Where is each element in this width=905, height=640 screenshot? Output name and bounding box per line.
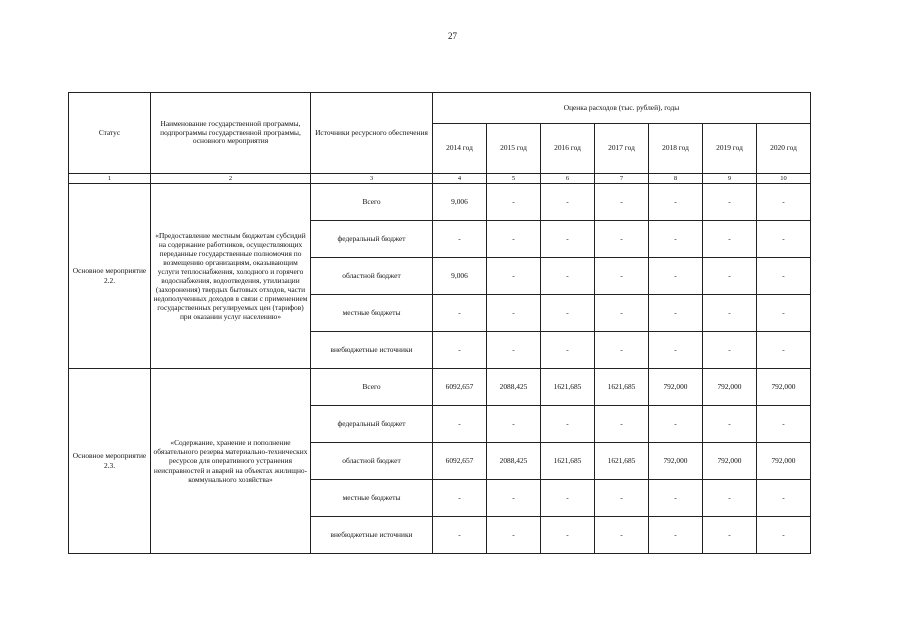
expense-value: - <box>757 221 811 258</box>
expense-value: - <box>487 295 541 332</box>
expense-value: - <box>541 221 595 258</box>
year-header: 2017 год <box>595 124 649 174</box>
column-number-row <box>69 174 811 184</box>
expense-value: - <box>649 258 703 295</box>
expense-value: - <box>595 480 649 517</box>
expense-value: - <box>541 480 595 517</box>
expense-value: 1621,685 <box>595 369 649 406</box>
expense-value: - <box>703 480 757 517</box>
expense-value: 792,000 <box>649 443 703 480</box>
sources-header: Источники ресурсного обеспечения <box>311 93 433 174</box>
expense-value: - <box>541 517 595 554</box>
expense-value: 2088,425 <box>487 369 541 406</box>
column-number: 5 <box>487 174 541 184</box>
expense-value: - <box>433 406 487 443</box>
expense-value: - <box>433 332 487 369</box>
expense-value: - <box>595 258 649 295</box>
expense-value: - <box>487 221 541 258</box>
expense-value: - <box>649 332 703 369</box>
funding-source: федеральный бюджет <box>311 406 433 443</box>
expense-value: 792,000 <box>703 369 757 406</box>
page-number: 27 <box>448 31 457 41</box>
expense-value: - <box>757 480 811 517</box>
expense-value: - <box>757 332 811 369</box>
year-header: 2018 год <box>649 124 703 174</box>
expense-value: 9,006 <box>433 184 487 221</box>
status-header: Статус <box>69 93 151 174</box>
measure-status: Основное мероприятие 2.3. <box>69 369 151 554</box>
expense-value: - <box>487 184 541 221</box>
name-header: Наименование государственной программы, подпрограммы государственной программы, основного мероприятия <box>151 93 311 174</box>
expense-value: - <box>541 258 595 295</box>
table-row <box>69 369 811 406</box>
expense-value: - <box>757 258 811 295</box>
column-number: 4 <box>433 174 487 184</box>
expense-value: 9,006 <box>433 258 487 295</box>
expense-value: - <box>595 332 649 369</box>
expense-value: - <box>757 295 811 332</box>
column-number: 7 <box>595 174 649 184</box>
expense-value: 792,000 <box>757 369 811 406</box>
expense-value: - <box>703 221 757 258</box>
column-number: 6 <box>541 174 595 184</box>
funding-source: областной бюджет <box>311 443 433 480</box>
expense-value: - <box>433 221 487 258</box>
expense-value: - <box>703 517 757 554</box>
expense-value: - <box>541 406 595 443</box>
expense-value: - <box>649 406 703 443</box>
expense-value: - <box>487 480 541 517</box>
expense-value: 1621,685 <box>541 369 595 406</box>
funding-source: внебюджетные источники <box>311 517 433 554</box>
expense-value: - <box>703 332 757 369</box>
column-number: 2 <box>151 174 311 184</box>
expense-value: - <box>595 221 649 258</box>
expense-value: 1621,685 <box>541 443 595 480</box>
measure-status: Основное мероприятие 2.2. <box>69 184 151 369</box>
expense-value: - <box>595 517 649 554</box>
funding-source: федеральный бюджет <box>311 221 433 258</box>
expense-value: - <box>595 184 649 221</box>
funding-source: местные бюджеты <box>311 295 433 332</box>
expense-value: 2088,425 <box>487 443 541 480</box>
expense-value: - <box>703 258 757 295</box>
funding-source: областной бюджет <box>311 258 433 295</box>
year-header: 2015 год <box>487 124 541 174</box>
expense-value: - <box>595 406 649 443</box>
expense-value: 6092,657 <box>433 443 487 480</box>
expense-value: 792,000 <box>649 369 703 406</box>
expense-value: 6092,657 <box>433 369 487 406</box>
column-number: 8 <box>649 174 703 184</box>
expense-value: - <box>649 480 703 517</box>
expense-value: - <box>757 517 811 554</box>
expense-value: 792,000 <box>703 443 757 480</box>
header-row <box>69 93 811 124</box>
year-header: 2014 год <box>433 124 487 174</box>
expense-value: - <box>433 295 487 332</box>
expense-value: - <box>541 332 595 369</box>
expense-value: - <box>703 295 757 332</box>
expense-value: - <box>595 295 649 332</box>
expense-value: - <box>649 221 703 258</box>
expense-value: - <box>649 295 703 332</box>
budget-table <box>68 92 811 554</box>
expense-value: - <box>433 480 487 517</box>
expense-value: - <box>487 517 541 554</box>
year-header: 2020 год <box>757 124 811 174</box>
funding-source: внебюджетные источники <box>311 332 433 369</box>
expense-value: - <box>649 517 703 554</box>
column-number: 3 <box>311 174 433 184</box>
table-row <box>69 184 811 221</box>
expense-value: - <box>487 406 541 443</box>
expense-value: - <box>703 184 757 221</box>
measure-name: «Содержание, хранение и пополнение обязательного резерва материально-технических ресурсов для оперативного устранения неисправностей и аварий на объектах жилищно-коммунального хозяйства» <box>151 369 311 554</box>
expense-value: - <box>541 184 595 221</box>
expense-value: - <box>649 184 703 221</box>
expense-value: - <box>541 295 595 332</box>
measure-name: «Предоставление местным бюджетам субсидий на содержание работников, осуществляющих переданные государственные полномочия по возмещению организациям, оказывающим услуги теплоснабжения, холодного и горячего водоснабжения, водоотведения, утилизации (захоронения) твердых бытовых отходов, части недополученных доходов в связи с применением государственных регулируемых цен (тарифов) при оказании услуг населению» <box>151 184 311 369</box>
expense-value: - <box>703 406 757 443</box>
year-header: 2019 год <box>703 124 757 174</box>
funding-source: Всего <box>311 184 433 221</box>
column-number: 10 <box>757 174 811 184</box>
column-number: 1 <box>69 174 151 184</box>
column-number: 9 <box>703 174 757 184</box>
funding-source: местные бюджеты <box>311 480 433 517</box>
expense-value: - <box>757 184 811 221</box>
funding-source: Всего <box>311 369 433 406</box>
expense-value: - <box>433 517 487 554</box>
expense-value: - <box>757 406 811 443</box>
expense-value: - <box>487 332 541 369</box>
expense-value: - <box>487 258 541 295</box>
expense-value: 792,000 <box>757 443 811 480</box>
expense-value: 1621,685 <box>595 443 649 480</box>
year-header: 2016 год <box>541 124 595 174</box>
estimate-header: Оценка расходов (тыс. рублей), годы <box>433 93 811 124</box>
